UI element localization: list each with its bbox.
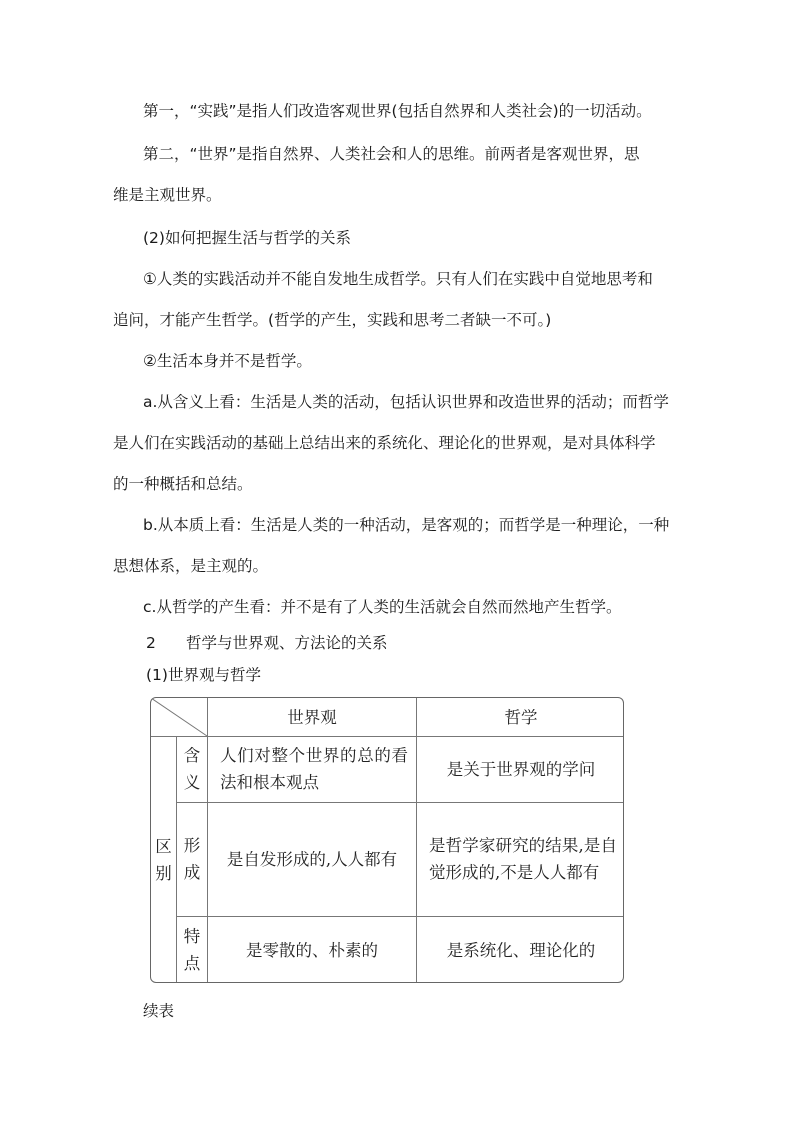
row-label-char: 特	[183, 927, 201, 946]
comparison-table	[150, 697, 624, 983]
header-worldview: 世界观	[287, 707, 337, 727]
cell-meaning-philosophy: 是关于世界观的学问	[446, 759, 596, 779]
row-label-char: 含	[183, 746, 201, 765]
group-label-difference	[151, 736, 176, 983]
paragraph-point1-line2: 追问，才能产生哲学。(哲学的产生，实践和思考二者缺一不可。)	[113, 311, 552, 329]
paragraph-practice-definition: 第一，“实践”是指人们改造客观世界(包括自然界和人类社会)的一切活动。	[143, 102, 652, 120]
cell-text: 是哲学家研究的结果,是自觉形成的,不是人人都有	[429, 836, 617, 882]
header-philosophy: 哲学	[504, 707, 538, 727]
heading-worldview-methodology: 哲学与世界观、方法论的关系	[186, 634, 388, 652]
table-corner-diagonal	[151, 698, 208, 737]
group-label-char: 区	[155, 837, 172, 856]
group-label-char: 别	[155, 864, 172, 883]
row-label-char: 形	[183, 836, 201, 855]
paragraph-a-line3: 的一种概括和总结。	[113, 475, 253, 493]
row-label-char: 点	[183, 954, 201, 973]
paragraph-point2: ②生活本身并不是哲学。	[143, 352, 312, 370]
heading-number: 2	[146, 634, 156, 652]
paragraph-world-definition-line2: 维是主观世界。	[113, 186, 222, 204]
cell-text: 人们对整个世界的总的看法和根本观点	[220, 746, 408, 792]
cell-formation-philosophy	[417, 802, 624, 916]
row-label-char: 成	[183, 863, 201, 882]
paragraph-world-definition-line1: 第二，“世界”是指自然界、人类社会和人的思维。前两者是客观世界，思	[143, 145, 640, 163]
paragraph-a-line1: a.从含义上看：生活是人类的活动，包括认识世界和改造世界的活动；而哲学	[143, 393, 669, 411]
cell-formation-worldview: 是自发形成的,人人都有	[226, 849, 398, 869]
paragraph-b-line2: 思想体系，是主观的。	[113, 557, 269, 575]
subheading-worldview-philosophy: (1)世界观与哲学	[146, 666, 261, 684]
subheading-life-philosophy: (2)如何把握生活与哲学的关系	[143, 229, 351, 247]
cell-characteristic-philosophy: 是系统化、理论化的	[446, 940, 596, 960]
paragraph-a-line2: 是人们在实践活动的基础上总结出来的系统化、理论化的世界观，是对具体科学	[113, 434, 656, 452]
cell-meaning-worldview	[208, 736, 416, 802]
cell-characteristic-worldview: 是零散的、朴素的	[246, 940, 378, 960]
paragraph-b-line1: b.从本质上看：生活是人类的一种活动，是客观的；而哲学是一种理论，一种	[143, 516, 670, 534]
row-label-meaning	[177, 736, 207, 802]
row-label-formation	[177, 802, 207, 916]
row-label-characteristic	[177, 916, 207, 983]
continued-table-label: 续表	[143, 1002, 175, 1020]
paragraph-c: c.从哲学的产生看：并不是有了人类的生活就会自然而然地产生哲学。	[143, 598, 622, 616]
row-label-char: 义	[183, 773, 201, 792]
paragraph-point1-line1: ①人类的实践活动并不能自发地生成哲学。只有人们在实践中自觉地思考和	[143, 270, 653, 288]
